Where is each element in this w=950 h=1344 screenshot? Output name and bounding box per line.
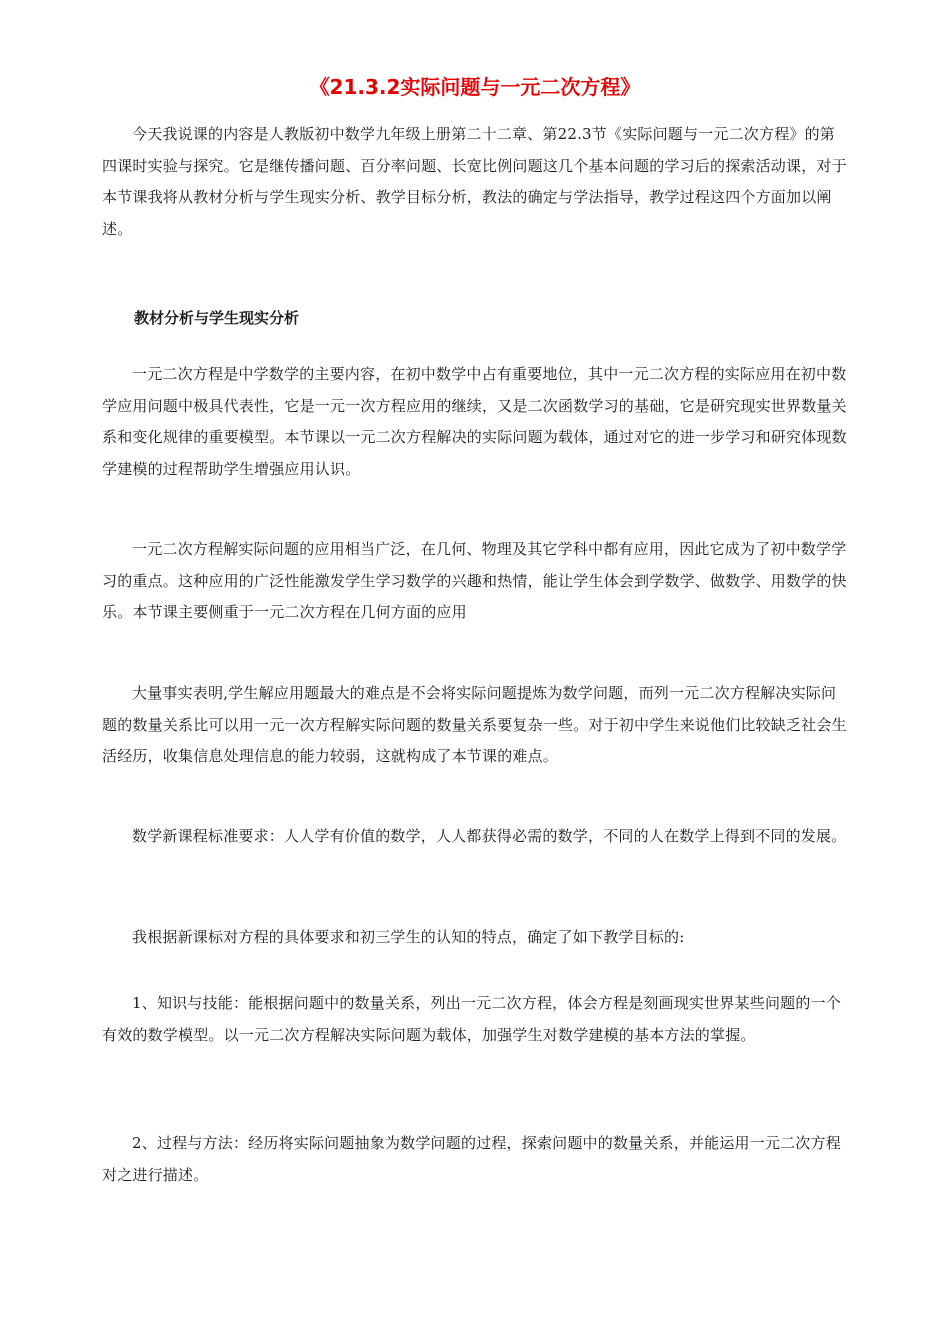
- paragraph-7: 2、过程与方法：经历将实际问题抽象为数学问题的过程，探索问题中的数量关系，并能运用一元二次方程对之进行描述。: [102, 1134, 841, 1184]
- paragraph-1: 一元二次方程是中学数学的主要内容，在初中数学中占有重要地位，其中一元二次方程的实际应用在初中数学应用问题中极具代表性，它是一元一次方程应用的继续，又是二次函数学习的基础，它是研究现实世界数量关系和变化规律的重要模型。本节课以一元二次方程解决的实际问题为载体，通过对它的进一步学习和研究体现数学建模的过程帮助学生增强应用认识。: [102, 365, 847, 478]
- section-heading: 教材分析与学生现实分析: [134, 309, 300, 327]
- paragraph-3: 大量事实表明,学生解应用题最大的难点是不会将实际问题提炼为数学问题，而列一元二次方程解决实际问题的数量关系比可以用一元一次方程解实际问题的数量关系要复杂一些。对于初中学生来说他们比较缺乏社会生活经历，收集信息处理信息的能力较弱，这就构成了本节课的难点。: [102, 684, 847, 765]
- paragraph-2: 一元二次方程解实际问题的应用相当广泛，在几何、物理及其它学科中都有应用，因此它成为了初中数学学习的重点。这种应用的广泛性能激发学生学习数学的兴趣和热情，能让学生体会到学数学、做数学、用数学的快乐。本节课主要侧重于一元二次方程在几何方面的应用: [102, 540, 847, 621]
- intro-paragraph: 今天我说课的内容是人教版初中数学九年级上册第二十二章、第22.3节《实际问题与一元二次方程》的第四课时实验与探究。它是继传播问题、百分率问题、长宽比例问题这几个基本问题的学习后的探索活动课，对于本节课我将从教材分析与学生现实分析、教学目标分析，教法的确定与学法指导，教学过程这四个方面加以阐述。: [102, 125, 847, 238]
- paragraph-5: 我根据新课标对方程的具体要求和初三学生的认知的特点，确定了如下教学目标的:: [132, 928, 685, 946]
- paragraph-4: 数学新课程标准要求：人人学有价值的数学，人人都获得必需的数学，不同的人在数学上得到不同的发展。: [132, 827, 847, 845]
- paragraph-6: 1、知识与技能：能根据问题中的数量关系，列出一元二次方程，体会方程是刻画现实世界某些问题的一个有效的数学模型。以一元二次方程解决实际问题为载体，加强学生对数学建模的基本方法的掌握。: [102, 994, 841, 1044]
- document-title: 《21.3.2实际问题与一元二次方程》: [309, 75, 641, 99]
